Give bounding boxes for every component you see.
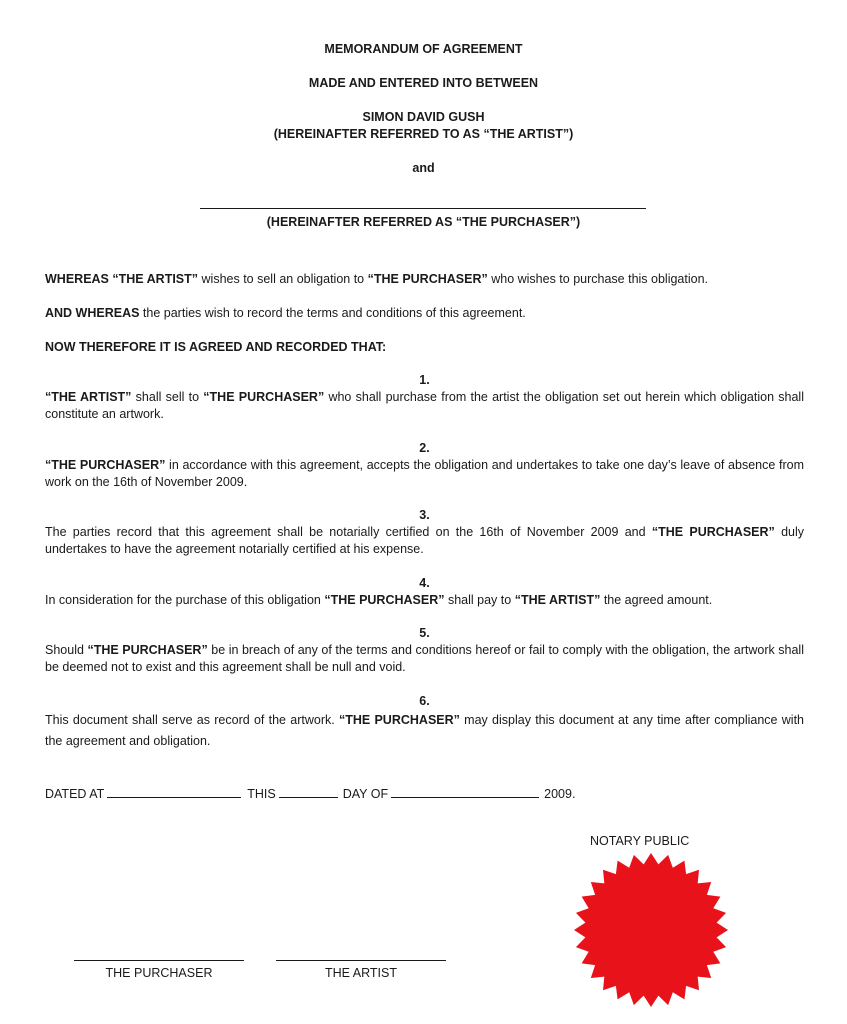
whereas-mid: wishes to sell an obligation to (198, 272, 368, 286)
clause-text (45, 389, 804, 423)
purchaser-name-line (200, 208, 646, 209)
clause-purchaser: “THE PURCHASER” (651, 525, 775, 539)
clause-text-part: the agreed amount. (600, 593, 713, 607)
clause-text-part: shall pay to (444, 593, 515, 607)
clause-artist: “THE ARTIST” (45, 390, 132, 404)
artist-signature-label: THE ARTIST (324, 966, 397, 980)
clause-number: 6. (419, 694, 430, 708)
whereas-end: who wishes to purchase this obligation. (487, 272, 709, 286)
clause-2 (45, 440, 804, 491)
clause-purchaser: “THE PURCHASER” (324, 593, 445, 607)
clause-text-part: This document shall serve as record of the artwork. (45, 713, 339, 727)
clause-purchaser: “THE PURCHASER” (203, 390, 325, 404)
clause-purchaser: “THE PURCHASER” (45, 458, 166, 472)
clause-number: 5. (419, 626, 430, 640)
this-label: THIS (247, 787, 276, 801)
clause-number: 1. (419, 373, 430, 387)
month-blank (391, 784, 539, 798)
year-label: 2009. (544, 787, 576, 801)
clause-text-part: The parties record that this agreement shall be notarially certified on the 16th of November 2009 and (45, 525, 652, 539)
clause-text-part: Should (45, 643, 88, 657)
clause-text (45, 592, 804, 609)
whereas-artist: “THE ARTIST” (112, 272, 199, 286)
and-whereas-lead: AND WHEREAS (45, 306, 140, 320)
clause-number: 2. (419, 441, 430, 455)
and-whereas-text: the parties wish to record the terms and conditions of this agreement. (139, 306, 526, 320)
clause-purchaser: “THE PURCHASER” (87, 643, 208, 657)
made-entered-heading: MADE AND ENTERED INTO BETWEEN (308, 76, 539, 90)
clause-text-part: be in breach of any of the terms and conditions hereof or fail to comply with the obligation, the artwork shall be deemed not to exist and this agreement shall be null and void. (45, 643, 804, 674)
clause-text-part: duly undertakes to have the agreement notarially certified at his expense. (45, 525, 804, 556)
clause-purchaser: “THE PURCHASER” (338, 713, 460, 727)
whereas-paragraph (45, 271, 804, 288)
clause-text (45, 457, 804, 491)
clause-text (45, 710, 804, 752)
clause-text-part: in accordance with this agreement, accepts the obligation and undertakes to take one day’s leave of absence from work on the 16th of November 2009. (45, 458, 804, 489)
and-whereas-paragraph (45, 305, 804, 322)
and-connector: and (412, 161, 435, 175)
notary-seal-icon (573, 852, 729, 1008)
document-title: MEMORANDUM OF AGREEMENT (324, 42, 523, 56)
place-blank (107, 784, 241, 798)
clause-number: 4. (419, 576, 430, 590)
clause-3 (45, 507, 804, 558)
clause-6 (45, 693, 804, 752)
clause-5 (45, 625, 804, 676)
purchaser-reference: (HEREINAFTER REFERRED AS “THE PURCHASER”) (266, 215, 581, 229)
dated-at-label: DATED AT (45, 787, 105, 801)
notary-public-label: NOTARY PUBLIC (590, 834, 690, 848)
artist-signature-line (276, 960, 446, 961)
clause-text (45, 642, 804, 676)
purchaser-signature-label: THE PURCHASER (105, 966, 213, 980)
clause-text (45, 524, 804, 558)
clause-artist: “THE ARTIST” (514, 593, 601, 607)
purchaser-signature-line (74, 960, 244, 961)
day-of-label: DAY OF (342, 787, 389, 801)
day-blank (279, 784, 338, 798)
now-therefore-heading: NOW THEREFORE IT IS AGREED AND RECORDED THAT: (45, 340, 387, 354)
artist-name: SIMON DAVID GUSH (362, 110, 485, 124)
clause-text-part: who shall purchase from the artist the obligation set out herein which obligation shall constitute an artwork. (45, 390, 804, 421)
artist-reference: (HEREINAFTER REFERRED TO AS “THE ARTIST”) (273, 127, 574, 141)
whereas-lead: WHEREAS (45, 272, 109, 286)
whereas-purchaser: “THE PURCHASER” (367, 272, 488, 286)
clause-1 (45, 372, 804, 423)
clause-4 (45, 575, 804, 609)
clause-number: 3. (419, 508, 430, 522)
seal-shape (574, 853, 728, 1007)
clause-text-part: may display this document at any time after compliance with the agreement and obligation. (45, 713, 804, 748)
dated-line (45, 784, 575, 803)
clause-text-part: shall sell to (131, 390, 204, 404)
clause-text-part: In consideration for the purchase of this obligation (45, 593, 325, 607)
